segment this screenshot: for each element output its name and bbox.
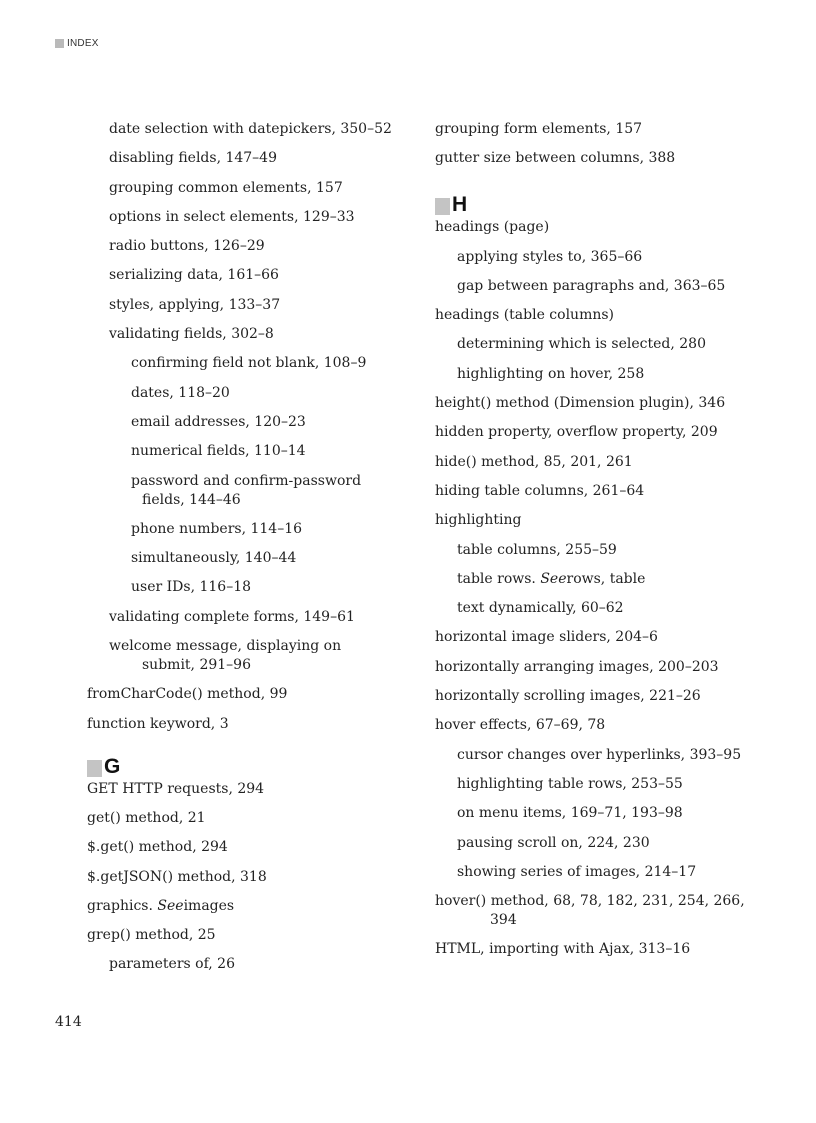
index-column-right xyxy=(435,120,755,970)
index-subentry: parameters of, 26 xyxy=(109,956,235,973)
index-entry: hover() method, 68, 78, 182, 231, 254, 266, 394 xyxy=(435,893,745,929)
running-head xyxy=(55,38,99,49)
index-entry: disabling fields, 147–49 xyxy=(109,150,277,167)
index-entry: headings (page) xyxy=(435,219,550,236)
index-subentry: on menu items, 169–71, 193–98 xyxy=(457,805,683,822)
index-entry: validating fields, 302–8 xyxy=(109,326,274,343)
index-subentry: numerical fields, 110–14 xyxy=(131,443,306,460)
index-column-left xyxy=(87,120,407,985)
index-entry: highlighting xyxy=(435,512,522,529)
index-entry: $.getJSON() method, 318 xyxy=(87,868,267,885)
index-entry: hiding table columns, 261–64 xyxy=(435,482,645,499)
index-entry: grep() method, 25 xyxy=(87,927,216,944)
section-marker-icon xyxy=(55,39,64,48)
running-head-label: INDEX xyxy=(67,38,99,49)
index-entry: hidden property, overflow property, 209 xyxy=(435,424,718,441)
index-subentry: highlighting on hover, 258 xyxy=(457,365,645,382)
index-entry: function keyword, 3 xyxy=(87,715,229,732)
index-subentry: simultaneously, 140–44 xyxy=(131,550,297,567)
index-subentry: text dynamically, 60–62 xyxy=(457,600,624,617)
index-entry: radio buttons, 126–29 xyxy=(109,238,265,255)
index-subentry: email addresses, 120–23 xyxy=(131,413,306,430)
index-subentry: user IDs, 116–18 xyxy=(131,579,252,596)
index-entry: serializing data, 161–66 xyxy=(109,267,279,284)
index-subentry: confirming field not blank, 108–9 xyxy=(131,355,367,372)
index-entry: hide() method, 85, 201, 261 xyxy=(435,453,633,470)
index-entry: grouping common elements, 157 xyxy=(109,179,343,196)
index-subentry: gap between paragraphs and, 363–65 xyxy=(457,277,726,294)
index-subentry: table rows. Seerows, table xyxy=(457,570,646,587)
index-subentry: showing series of images, 214–17 xyxy=(457,863,697,880)
index-subentry: dates, 118–20 xyxy=(131,384,230,401)
section-heading-g: G xyxy=(87,756,407,778)
index-entry: hover effects, 67–69, 78 xyxy=(435,717,606,734)
section-marker-icon xyxy=(435,198,450,215)
index-entry: horizontal image sliders, 204–6 xyxy=(435,629,658,646)
index-entry: options in select elements, 129–33 xyxy=(109,208,355,225)
index-entry: grouping form elements, 157 xyxy=(435,121,643,137)
index-entry: gutter size between columns, 388 xyxy=(435,150,676,167)
index-entry: HTML, importing with Ajax, 313–16 xyxy=(435,941,691,958)
index-subentry: highlighting table rows, 253–55 xyxy=(457,775,683,792)
index-entry: styles, applying, 133–37 xyxy=(109,296,281,313)
section-heading-h: H xyxy=(435,194,755,216)
index-entry: GET HTTP requests, 294 xyxy=(87,780,265,797)
index-entry: validating complete forms, 149–61 xyxy=(109,608,355,625)
page-number: 414 xyxy=(55,1014,82,1030)
index-entry: headings (table columns) xyxy=(435,307,615,324)
index-subentry: password and confirm-password fields, 144–46 xyxy=(131,472,362,508)
index-entry: welcome message, displaying on submit, 291–96 xyxy=(109,638,342,674)
index-subentry: pausing scroll on, 224, 230 xyxy=(457,834,650,851)
index-subentry: determining which is selected, 280 xyxy=(457,336,706,353)
index-subentry: applying styles to, 365–66 xyxy=(457,248,643,265)
index-entry: $.get() method, 294 xyxy=(87,839,228,856)
index-entry: fromCharCode() method, 99 xyxy=(87,686,288,703)
index-entry: horizontally arranging images, 200–203 xyxy=(435,658,719,675)
index-subentry: phone numbers, 114–16 xyxy=(131,520,303,537)
index-entry: horizontally scrolling images, 221–26 xyxy=(435,688,701,705)
index-subentry: table columns, 255–59 xyxy=(457,541,617,558)
index-entry: date selection with datepickers, 350–52 xyxy=(109,121,392,137)
index-entry: get() method, 21 xyxy=(87,809,206,826)
see-reference: See xyxy=(157,897,184,914)
index-entry: height() method (Dimension plugin), 346 xyxy=(435,395,726,412)
index-entry: graphics. Seeimages xyxy=(87,897,235,914)
see-reference: See xyxy=(540,570,567,587)
section-marker-icon xyxy=(87,760,102,777)
index-subentry: cursor changes over hyperlinks, 393–95 xyxy=(457,746,742,763)
